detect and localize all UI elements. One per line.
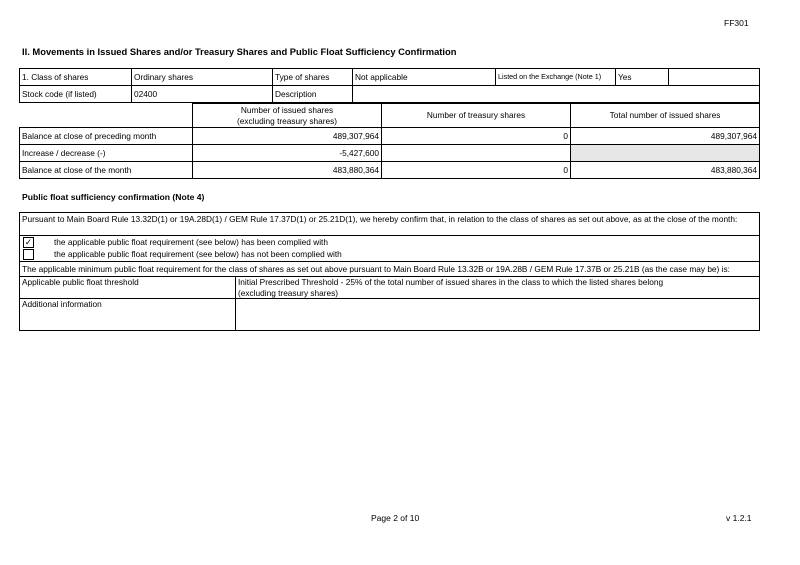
table-row <box>20 299 760 331</box>
issued-value: 489,307,964 <box>193 128 382 145</box>
issued-value: -5,427,600 <box>193 145 382 162</box>
row-label: Balance at close of preceding month <box>20 128 193 145</box>
total-value: 489,307,964 <box>571 128 760 145</box>
table-row <box>20 277 760 299</box>
form-code: FF301 <box>724 18 749 28</box>
listed-label: Listed on the Exchange (Note 1) <box>496 69 616 86</box>
treasury-value <box>382 145 571 162</box>
min-requirement: The applicable minimum public float requirement for the class of shares as set out above pursuant to Main Board Rule 13.32B or 19A.28B / GEM Rule 17.37B or 25.21B (as the case may be) is: <box>20 262 760 277</box>
table-row <box>20 213 760 236</box>
row-label: Increase / decrease (-) <box>20 145 193 162</box>
float-options <box>20 236 760 262</box>
total-value <box>571 145 760 162</box>
header-blank <box>20 104 193 128</box>
table-header-row <box>20 104 760 128</box>
listed-extra <box>669 69 760 86</box>
threshold-value: Initial Prescribed Threshold - 25% of the total number of issued shares in the class to which the listed shares belong (excluding treasury shares) <box>236 277 760 299</box>
col-treasury-header: Number of treasury shares <box>382 104 571 128</box>
version: v 1.2.1 <box>726 513 752 523</box>
treasury-value: 0 <box>382 162 571 179</box>
table-row <box>20 236 760 262</box>
table-row <box>20 86 760 103</box>
listed-value: Yes <box>616 69 669 86</box>
stock-code-label: Stock code (if listed) <box>20 86 132 103</box>
section-title: II. Movements in Issued Shares and/or Treasury Shares and Public Float Sufficiency Confirmation <box>22 46 457 57</box>
type-label: Type of shares <box>273 69 353 86</box>
option-not-complied-row <box>20 248 759 261</box>
description-value <box>353 86 760 103</box>
issued-value: 483,880,364 <box>193 162 382 179</box>
table-row <box>20 162 760 179</box>
movements-table <box>19 103 760 179</box>
option-not-complied-label: the applicable public float requirement (see below) has not been complied with <box>54 249 342 259</box>
not-complied-checkbox[interactable] <box>23 249 34 260</box>
threshold-label: Applicable public float threshold <box>20 277 236 299</box>
class-label: 1. Class of shares <box>20 69 132 86</box>
col-total-header: Total number of issued shares <box>571 104 760 128</box>
complied-checkbox[interactable]: ✓ <box>24 237 33 248</box>
table-row <box>20 69 760 86</box>
float-intro: Pursuant to Main Board Rule 13.32D(1) or 19A.28D(1) / GEM Rule 17.37D(1) or 25.21D(1), we hereby confirm that, in relation to the class of shares as set out above, as at the close of the month: <box>20 213 760 236</box>
option-complied-label: the applicable public float requirement (see below) has been complied with <box>54 237 328 247</box>
type-value: Not applicable <box>353 69 496 86</box>
share-class-table <box>19 68 760 103</box>
float-title: Public float sufficiency confirmation (Note 4) <box>22 192 205 202</box>
description-label: Description <box>273 86 353 103</box>
public-float-table <box>19 212 760 331</box>
page-number: Page 2 of 10 <box>371 513 420 523</box>
additional-label: Additional information <box>20 299 236 331</box>
col-issued-header: Number of issued shares (excluding treasury shares) <box>193 104 382 128</box>
option-complied-row <box>20 236 759 248</box>
total-value: 483,880,364 <box>571 162 760 179</box>
stock-code-value: 02400 <box>132 86 273 103</box>
additional-value <box>236 299 760 331</box>
table-row <box>20 262 760 277</box>
table-row <box>20 128 760 145</box>
table-row <box>20 145 760 162</box>
class-value: Ordinary shares <box>132 69 273 86</box>
treasury-value: 0 <box>382 128 571 145</box>
row-label: Balance at close of the month <box>20 162 193 179</box>
